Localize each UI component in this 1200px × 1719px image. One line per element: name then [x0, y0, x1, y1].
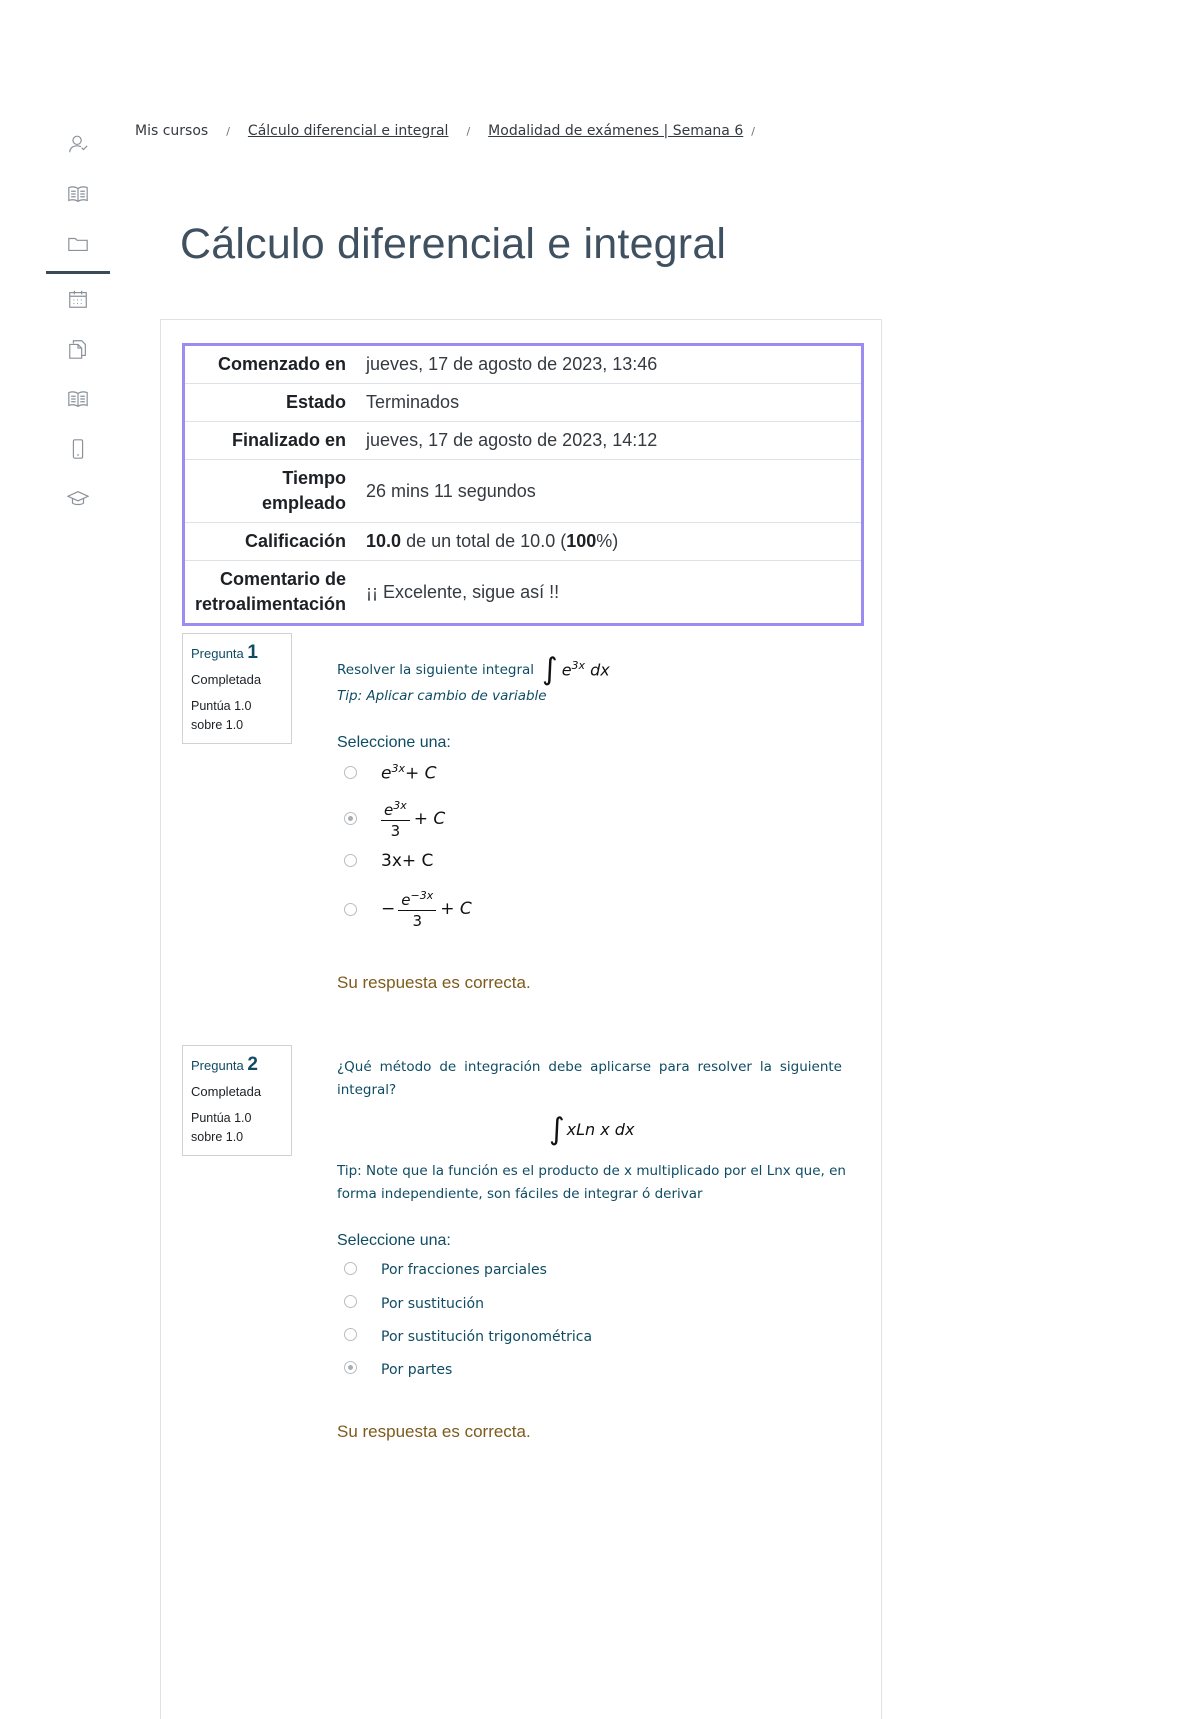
- user-icon[interactable]: [66, 132, 90, 156]
- summary-row: [184, 460, 863, 523]
- question-2-tip: Tip: Note que la función es el producto de x multiplicado por el Lnx que, en forma independiente, son fáciles de integrar ó derivar: [337, 1163, 846, 1202]
- summary-row: [184, 384, 863, 422]
- option-radio-selected[interactable]: [344, 812, 357, 825]
- question-label: Pregunta: [191, 1058, 244, 1073]
- sidebar-active-indicator: [46, 271, 110, 274]
- graduation-cap-icon[interactable]: [66, 487, 90, 511]
- integral-expression: xLn x dx: [566, 1120, 635, 1139]
- option-label: Por partes: [381, 1362, 453, 1378]
- option-radio-selected[interactable]: [344, 1361, 357, 1374]
- question-points: Puntúa 1.0 sobre 1.0: [191, 1111, 252, 1144]
- grade-end: %): [596, 531, 619, 551]
- book-icon[interactable]: [66, 387, 90, 411]
- question-prompt: Resolver la siguiente integral: [337, 661, 535, 678]
- option-radio[interactable]: [344, 903, 357, 916]
- finished-value: jueves, 17 de agosto de 2023, 14:12: [356, 422, 862, 460]
- grade-mid: de un total de 10.0 (: [401, 531, 567, 551]
- summary-row: [184, 422, 863, 460]
- option-label: Por sustitución: [381, 1296, 484, 1312]
- grade-label: Calificación: [184, 523, 357, 561]
- question-number-value: 1: [247, 642, 258, 663]
- question-status: Completada: [191, 672, 262, 687]
- finished-label: Finalizado en: [184, 422, 357, 460]
- breadcrumb-separator: /: [751, 124, 755, 138]
- question-number: [191, 1054, 283, 1076]
- question-2-text: ¿Qué método de integración debe aplicarse para resolver la siguiente integral?: [337, 1059, 842, 1098]
- feedback-value: ¡¡ Excelente, sigue así !!: [366, 581, 560, 602]
- question-1-feedback: Su respuesta es correcta.: [337, 973, 531, 992]
- time-label: Tiempo empleado: [184, 460, 357, 523]
- started-value: jueves, 17 de agosto de 2023, 13:46: [356, 345, 862, 384]
- option-label: 3x+ C: [381, 851, 434, 871]
- summary-row: [184, 523, 863, 561]
- integral-sign: ∫: [542, 652, 558, 687]
- feedback-label: Comentario de retroalimentación: [195, 569, 347, 614]
- time-value: 26 mins 11 segundos: [356, 460, 862, 523]
- question-1-text: [337, 652, 610, 687]
- option-label: $e^{3x}+ C$: [381, 762, 437, 784]
- question-2-info: [182, 1045, 292, 1156]
- option-radio[interactable]: [344, 1328, 357, 1341]
- started-label: Comenzado en: [184, 345, 357, 384]
- state-label: Estado: [184, 384, 357, 422]
- page-title: Cálculo diferencial e integral: [180, 220, 727, 268]
- files-icon[interactable]: [66, 337, 90, 361]
- state-value: Terminados: [356, 384, 862, 422]
- question-label: Pregunta: [191, 646, 244, 661]
- select-one-label: Seleccione una:: [337, 734, 451, 751]
- grade-value: [356, 523, 862, 561]
- breadcrumb-separator: /: [466, 124, 471, 138]
- attempt-summary-table: [182, 343, 864, 626]
- calendar-icon[interactable]: [66, 287, 90, 311]
- fraction: $\frac{e^{3x}}{3}$: [381, 796, 410, 841]
- option-label: Por fracciones parciales: [381, 1262, 547, 1278]
- breadcrumb-separator: /: [226, 124, 230, 138]
- grade-score: 10.0: [366, 531, 402, 551]
- option-label: $\frac{e^{3x}}{3}$ + C: [381, 796, 445, 841]
- question-2-feedback: Su respuesta es correcta.: [337, 1422, 531, 1441]
- grade-percent: 100: [566, 531, 597, 551]
- question-number: [191, 642, 283, 664]
- integral-expression: $e^{3x}$ dx: [561, 659, 610, 680]
- option-radio[interactable]: [344, 1295, 357, 1308]
- folder-icon[interactable]: [66, 232, 90, 256]
- breadcrumb-course-link[interactable]: Cálculo diferencial e integral: [247, 123, 449, 139]
- question-1-tip: Tip: Aplicar cambio de variable: [337, 688, 547, 704]
- fraction: $\frac{e^{-3x}}{3}$: [398, 886, 436, 931]
- breadcrumb-my-courses[interactable]: Mis cursos: [135, 123, 209, 139]
- mobile-icon[interactable]: [66, 437, 90, 461]
- breadcrumb: [135, 123, 755, 139]
- breadcrumb-exam-link[interactable]: Modalidad de exámenes | Semana 6: [488, 123, 744, 139]
- select-one-label: Seleccione una:: [337, 1232, 451, 1249]
- summary-row: [184, 345, 863, 384]
- option-radio[interactable]: [344, 854, 357, 867]
- question-points: Puntúa 1.0 sobre 1.0: [191, 699, 252, 732]
- question-status: Completada: [191, 1084, 262, 1099]
- option-radio[interactable]: [344, 766, 357, 779]
- option-label: Por sustitución trigonométrica: [381, 1329, 593, 1345]
- summary-row: [184, 561, 863, 625]
- book-icon[interactable]: [66, 182, 90, 206]
- question-1-info: [182, 633, 292, 744]
- question-2-integral: [549, 1112, 634, 1147]
- integral-sign: ∫: [549, 1112, 565, 1147]
- option-radio[interactable]: [344, 1262, 357, 1275]
- option-label: − $\frac{e^{-3x}}{3}$ + C: [381, 886, 472, 931]
- question-number-value: 2: [247, 1054, 258, 1075]
